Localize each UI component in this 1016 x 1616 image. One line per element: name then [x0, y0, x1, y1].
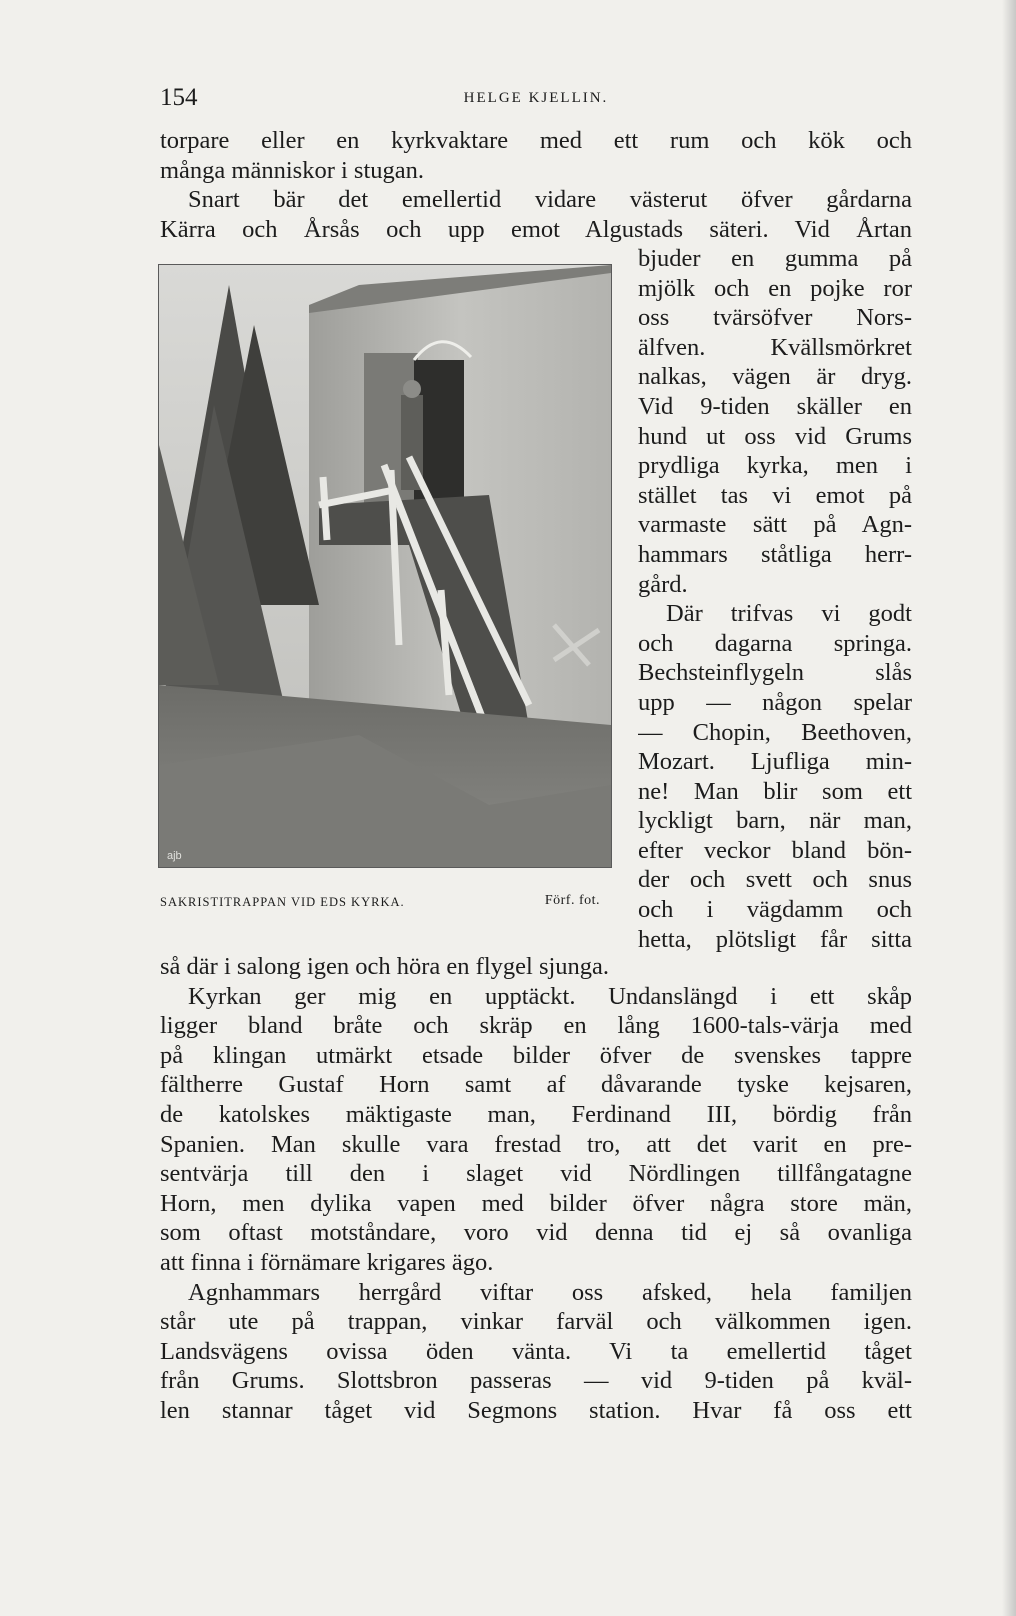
text-line: hammars ståtliga herr-: [638, 540, 912, 568]
text-line: oss tvärsöfver Nors-: [638, 304, 912, 332]
text-line: torpare eller en kyrkvaktare med ett rum och kök och: [160, 127, 912, 154]
text-line: Landsvägens ovissa öden vänta. Vi ta emellertid tåget: [160, 1337, 912, 1365]
text-line: varmaste sätt på Agn-: [638, 511, 912, 539]
text-line: står ute på trappan, vinkar farväl och välkommen igen.: [160, 1308, 912, 1336]
body-text-bottom: [160, 952, 912, 1426]
caption-title: SAKRISTITRAPPAN VID EDS KYRKA.: [160, 895, 405, 909]
text-line: att finna i förnämare krigares ägo.: [160, 1248, 494, 1276]
page-header: [160, 84, 912, 118]
text-line: hund ut oss vid Grums: [638, 422, 912, 450]
text-line: efter veckor bland bön-: [638, 836, 912, 864]
text-line: bjuder en gumma på: [638, 245, 912, 272]
text-line: som oftast motståndare, voro vid denna tid ej så ovanliga: [160, 1219, 912, 1247]
text-line: Kärra och Årsås och upp emot Algustads säteri. Vid Årtan: [160, 215, 912, 243]
text-line: Horn, men dylika vapen med bilder öfver några store män,: [160, 1189, 912, 1217]
text-line: älfven. Kvällsmörkret: [638, 333, 912, 361]
text-line: från Grums. Slottsbron passeras — vid 9-tiden på kväl-: [160, 1367, 912, 1395]
text-line: Spanien. Man skulle vara frestad tro, att det varit en pre-: [160, 1130, 912, 1158]
text-line: fältherre Gustaf Horn samt af dåvarande tyske kejsaren,: [160, 1071, 912, 1099]
text-line: många människor i stugan.: [160, 156, 425, 184]
text-line: lyckligt barn, när man,: [638, 807, 912, 835]
text-line: stället tas vi emot på: [638, 481, 912, 509]
text-line: mjölk och en pojke ror: [638, 274, 912, 302]
photograph: [158, 264, 612, 868]
text-line: så där i salong igen och höra en flygel sjunga.: [160, 953, 610, 980]
page-edge: [1002, 0, 1016, 1616]
text-line: och i vägdamm och: [638, 896, 912, 924]
text-line: sentvärja till den i slaget vid Nördlingen tillfångatagne: [160, 1160, 912, 1188]
photographer-signature: ajb: [167, 850, 182, 862]
body-text-top: [160, 126, 912, 244]
text-line: len stannar tåget vid Segmons station. Hvar få oss ett: [160, 1396, 912, 1424]
text-line: Mozart. Ljufliga min-: [638, 748, 912, 776]
text-line: ligger bland bråte och skräp en lång 1600-tals-värja med: [160, 1012, 912, 1040]
text-line: de katolskes mäktigaste man, Ferdinand III, bördig från: [160, 1100, 912, 1128]
text-line: Vid 9-tiden skäller en: [638, 392, 912, 420]
text-line: prydliga kyrka, men i: [638, 452, 912, 480]
running-head: HELGE KJELLIN.: [463, 90, 609, 106]
photo-credit: Förf. fot.: [544, 893, 600, 908]
figure-caption: [160, 893, 610, 913]
body-text-beside-figure: [638, 244, 912, 954]
text-line: Bechsteinflygeln slås: [638, 659, 912, 687]
text-line: Kyrkan ger mig en upptäckt. Undanslängd i ett skåp: [188, 982, 912, 1010]
photo-church-stairs: [159, 265, 611, 867]
page-number: 154: [160, 84, 198, 111]
text-line: och dagarna springa.: [638, 629, 912, 657]
text-line: upp — någon spelar: [638, 688, 912, 716]
text-line: hetta, plötsligt får sitta: [638, 925, 912, 953]
text-line: på klingan utmärkt etsade bilder öfver de svenskes tappre: [160, 1041, 912, 1069]
text-line: Agnhammars herrgård viftar oss afsked, hela familjen: [188, 1278, 912, 1306]
text-line: Snart bär det emellertid vidare västerut öfver gårdarna: [188, 186, 912, 214]
text-line: Där trifvas vi godt: [666, 600, 912, 628]
text-line: der och svett och snus: [638, 866, 912, 894]
text-line: — Chopin, Beethoven,: [638, 718, 912, 746]
text-line: nalkas, vägen är dryg.: [638, 363, 912, 391]
text-line: gård.: [638, 570, 688, 598]
text-line: ne! Man blir som ett: [638, 777, 912, 805]
